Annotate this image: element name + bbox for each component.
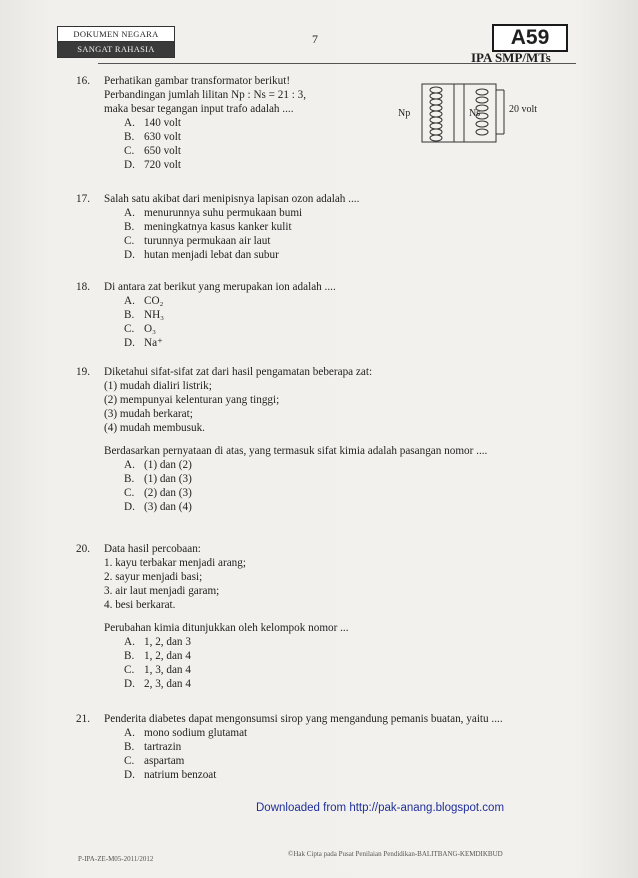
question-line: Di antara zat berikut yang merupakan ion adalah ....: [104, 281, 336, 293]
document-code: P-IPA-ZE-M05-2011/2012: [78, 855, 154, 863]
option-c: C. 1, 3, dan 4: [124, 664, 191, 676]
question-line: maka besar tegangan input trafo adalah ....: [104, 103, 294, 115]
question-number: 19.: [76, 366, 90, 378]
ns-label: Ns: [469, 108, 481, 119]
option-b: B. meningkatnya kasus kanker kulit: [124, 221, 292, 233]
question-line: Data hasil percobaan:: [104, 543, 201, 555]
question-line: Perbandingan jumlah lilitan Np : Ns = 21 : 3,: [104, 89, 307, 101]
question-number: 21.: [76, 713, 90, 725]
option-a: A. CO₂: [124, 295, 164, 307]
classification-bottom: SANGAT RAHASIA: [58, 42, 174, 57]
question-line: 1. kayu terbakar menjadi arang;: [104, 557, 246, 569]
np-label: Np: [398, 108, 411, 119]
option-d: D. (3) dan (4): [124, 501, 192, 513]
page-number: 7: [312, 32, 318, 46]
subject-title: IPA SMP/MTs: [471, 50, 551, 65]
question-line: Penderita diabetes dapat mengonsumsi sirop yang mengandung pemanis buatan, yaitu ....: [104, 713, 503, 725]
option-b: B. (1) dan (3): [124, 473, 192, 485]
option-a: A. 140 volt: [124, 117, 181, 129]
header-divider: [98, 63, 576, 64]
question-line: Diketahui sifat-sifat zat dari hasil pengamatan beberapa zat:: [104, 366, 373, 378]
download-link[interactable]: Downloaded from http://pak-anang.blogspot.com: [256, 802, 505, 814]
question-line: Berdasarkan pernyataan di atas, yang termasuk sifat kimia adalah pasangan nomor ....: [104, 445, 488, 457]
question-line: Perubahan kimia ditunjukkan oleh kelompok nomor ...: [104, 622, 349, 634]
question-line: (2) mempunyai kelenturan yang tinggi;: [104, 394, 280, 406]
question-line: (4) mudah membusuk.: [104, 422, 205, 434]
transformer-figure: [396, 78, 556, 148]
question-number: 20.: [76, 543, 90, 555]
option-a: A. 1, 2, dan 3: [124, 636, 191, 648]
option-b: B. 1, 2, dan 4: [124, 650, 191, 662]
question-number: 16.: [76, 75, 90, 87]
question-line: Salah satu akibat dari menipisnya lapisan ozon adalah ....: [104, 193, 360, 205]
option-a: A. mono sodium glutamat: [124, 727, 248, 739]
option-c: C. (2) dan (3): [124, 487, 192, 499]
option-c: C. aspartam: [124, 755, 185, 767]
option-d: D. 2, 3, dan 4: [124, 678, 191, 690]
option-c: C. turunnya permukaan air laut: [124, 235, 271, 247]
classification-top: DOKUMEN NEGARA: [58, 27, 174, 42]
exam-code: A59: [492, 24, 568, 52]
question-line: 4. besi berkarat.: [104, 599, 176, 611]
option-d: D. Na⁺: [124, 337, 163, 349]
option-c: C. 650 volt: [124, 145, 181, 157]
question-line: (3) mudah berkarat;: [104, 408, 193, 420]
option-d: D. 720 volt: [124, 159, 181, 171]
option-a: A. menurunnya suhu permukaan bumi: [124, 207, 303, 219]
question-line: 2. sayur menjadi basi;: [104, 571, 203, 583]
copyright-notice: ©Hak Cipta pada Pusat Penilaian Pendidikan-BALITBANG-KEMDIKBUD: [288, 850, 503, 858]
question-line: 3. air laut menjadi garam;: [104, 585, 220, 597]
question-number: 17.: [76, 193, 90, 205]
option-d: D. natrium benzoat: [124, 769, 217, 781]
classification-box: [57, 26, 175, 58]
question-number: 18.: [76, 281, 90, 293]
option-d: D. hutan menjadi lebat dan subur: [124, 249, 279, 261]
option-c: C. O₃: [124, 323, 156, 335]
voltage-label: 20 volt: [509, 104, 538, 115]
option-a: A. (1) dan (2): [124, 459, 192, 471]
option-b: B. tartrazin: [124, 741, 182, 753]
option-b: B. 630 volt: [124, 131, 181, 143]
question-line: (1) mudah dialiri listrik;: [104, 380, 212, 392]
question-line: Perhatikan gambar transformator berikut!: [104, 75, 291, 87]
option-b: B. NH₃: [124, 309, 165, 321]
